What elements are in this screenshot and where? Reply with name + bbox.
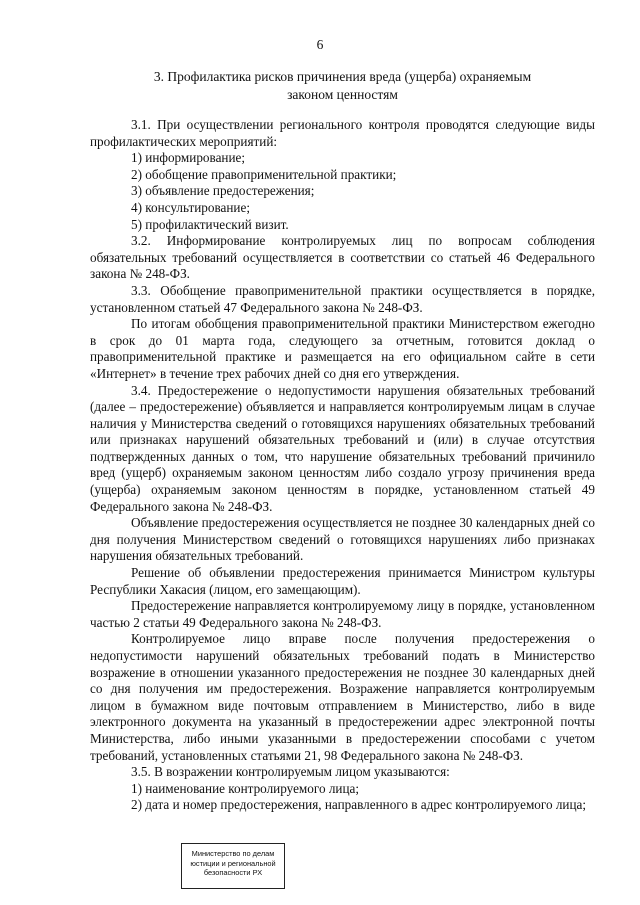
section-heading-line-1: 3. Профилактика рисков причинения вреда (ущерба) охраняемым xyxy=(153,69,532,84)
paragraph: 1) наименование контролируемого лица; xyxy=(131,780,360,796)
stamp-line-3: безопасности РХ xyxy=(203,868,263,877)
list-item: 2) обобщение правоприменительной практики; xyxy=(131,166,397,182)
stamp-line-1: Министерство по делам xyxy=(191,849,275,858)
paragraph: 3.5. В возражении контролируемым лицом указываются: xyxy=(131,764,450,780)
paragraph: По итогам обобщения правоприменительной практики Министерством ежегодно в срок до 01 марта года, следующего за отчетным, готовится доклад о правоприменительной практике и размещается на его официальном сайте в сети «Интернет» в течение трех рабочих дней со дня его утверждения. xyxy=(90,316,595,381)
list-item: 4) консультирование; xyxy=(131,199,251,215)
list-item: 5) профилактический визит. xyxy=(131,216,289,232)
registration-stamp xyxy=(181,843,285,889)
section-heading xyxy=(90,68,595,104)
list-item: 3) объявление предостережения; xyxy=(131,183,315,199)
paragraph: Объявление предостережения осуществляется не позднее 30 календарных дней со дня получения Министерством сведений о готовящихся нарушениях либо признаках нарушения обязательных требований. xyxy=(90,515,595,564)
paragraph: 3.1. При осуществлении регионального контроля проводятся следующие виды профилактических мероприятий: xyxy=(90,117,595,149)
paragraph: 3.3. Обобщение правоприменительной практики осуществляется в порядке, установленном статьей 47 Федерального закона № 248-ФЗ. xyxy=(90,282,595,315)
paragraph: Решение об объявлении предостережения принимается Министром культуры Республики Хакасия (лицом, его замещающим). xyxy=(90,565,595,597)
list-item: 1) информирование; xyxy=(131,150,246,166)
paragraph: Контролируемое лицо вправе после получения предостережения о недопустимости нарушений обязательных требований подать в Министерство возражение в отношении указанного предостережения не позднее 30 календарных дней со дня получения им предостережения. Возражение направляется контролируемым лицом в бумажном виде почтовым отправлением в Министерство, либо в виде электронного документа на указанный в предостережении адрес электронной почты Министерства, либо иными указанными в предостережении способами с учетом требований, установленных статьями 21, 98 Федерального закона № 248-ФЗ. xyxy=(90,631,595,763)
stamp-line-2: юстиции и региональной xyxy=(190,858,276,868)
paragraph: 3.2. Информирование контролируемых лиц по вопросам соблюдения обязательных требований осуществляется в соответствии со статьей 46 Федерального закона № 248-ФЗ. xyxy=(90,233,595,282)
document-body xyxy=(90,117,595,814)
paragraph: Предостережение направляется контролируемому лицу в порядке, установленном частью 2 статьи 49 Федерального закона № 248-ФЗ. xyxy=(90,598,595,630)
page-number: 6 xyxy=(316,37,324,52)
paragraph: 2) дата и номер предостережения, направленного в адрес контролируемого лица; xyxy=(131,797,587,813)
section-heading-line-2: законом ценностям xyxy=(287,87,398,102)
paragraph: 3.4. Предостережение о недопустимости нарушения обязательных требований (далее – предостережение) объявляется и направляется контролируемым лицам в случае наличия у Министерства сведений о готовящихся нарушениях обязательных требований или признаках нарушений обязательных требований и (или) в случае отсутствия подтвержденных данных о том, что нарушение обязательных требований причинило вред (ущерб) охраняемым законом ценностям либо создало угрозу причинения вреда (ущерба) охраняемым законом ценностям в порядке, установленном статьей 49 Федерального закона № 248-ФЗ. xyxy=(90,382,595,514)
